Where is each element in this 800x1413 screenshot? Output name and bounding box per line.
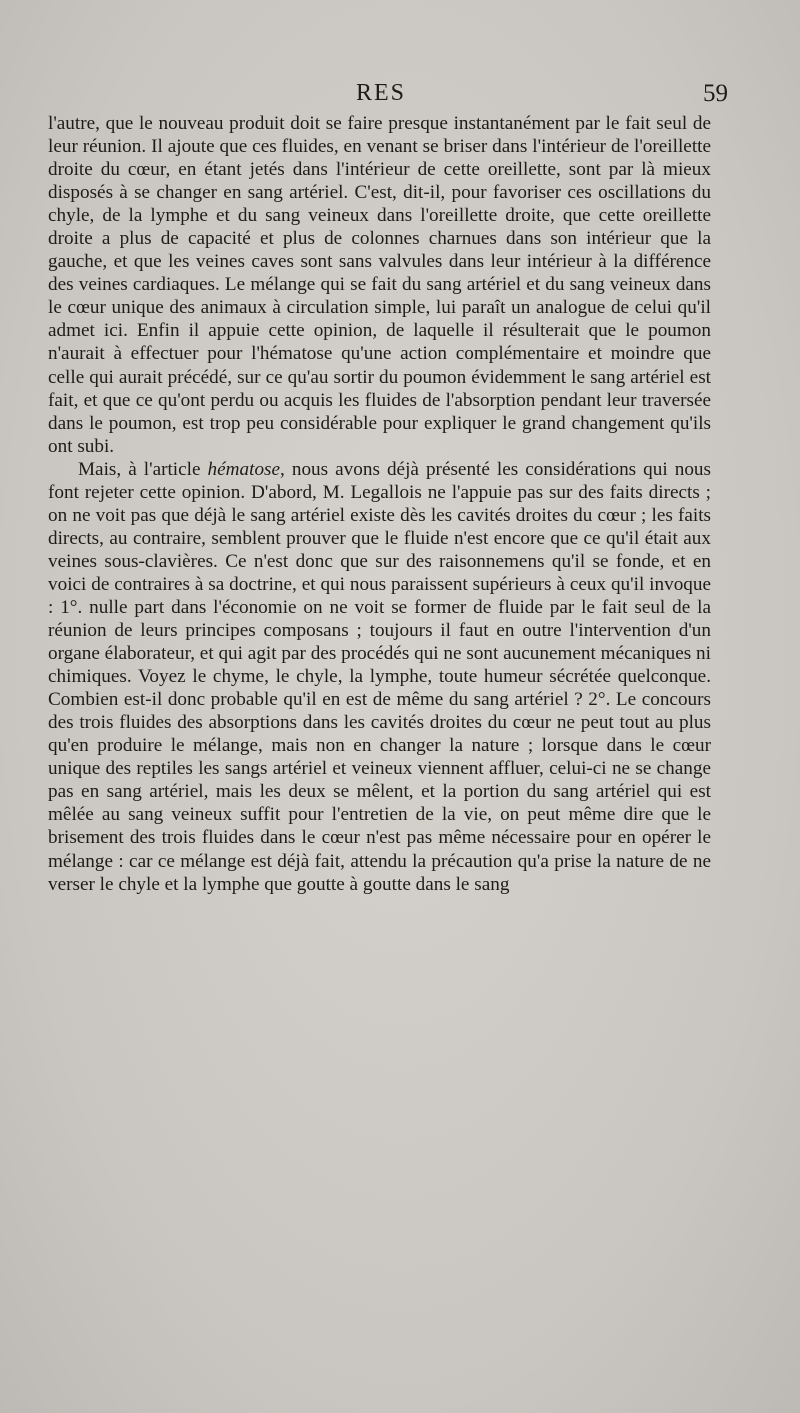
paragraph-continuation: l'autre, que le nouveau produit doit se faire presque instantanément par le fait seul de leur réunion. Il ajoute que ces fluides, en venant se briser dans l'intérieur de l'oreillette droite du cœur, en étant jetés dans l'intérieur de cette oreillette, sont par là mieux disposés à se changer en sang artériel. C'est, dit-il, pour favoriser ces oscillations du chyle, de la lymphe et du sang veineux dans l'oreillette droite, que cette oreillette droite a plus de capacité et plus de colonnes charnues dans son intérieur que la gauche, et que les veines caves sont sans valvules dans leur intérieur à la différence des veines cardiaques. Le mélange qui se fait du sang artériel et du sang veineux dans le cœur unique des animaux à circulation simple, lui paraît un analogue de celui qu'il admet ici. Enfin il appuie cette opinion, de laquelle il résulterait que le poumon n'aurait à effectuer pour l'hématose qu'une action complémentaire et moindre que celle qui aurait précédé, sur ce qu'au sortir du poumon évidemment le sang artériel est fait, et que ce qu'ont perdu ou acquis les fluides de l'absorption pendant leur traversée dans le poumon, est trop peu considérable pour expliquer le grand changement qu'ils ont subi. [48, 113, 711, 457]
running-head: RES [355, 80, 406, 106]
paragraph-text-rest: , nous avons déjà présenté les considérations qui nous font rejeter cette opinion. D'abord, M. Legallois ne l'appuie pas sur des faits directs ; on ne voit pas que déjà le sang artériel existe dès les cavités droites du cœur ; les faits directs, au contraire, semblent prouver que le fluide n'est encore que ce qu'il était aux veines sous-clavières. Ce n'est donc que sur des raisonnemens qu'il se fonde, et en voici de contraires à sa doctrine, et qui nous paraissent supérieurs à ceux qu'il invoque : 1°. nulle part dans l'économie on ne voit se former de fluide par le fait seul de la réunion de leurs principes composans ; toujours il faut en outre l'intervention d'un organe élaborateur, et qui agit par des procédés qui ne sont aucunement mécaniques ni chimiques. Voyez le chyme, le chyle, la lymphe, toute humeur sécrétée quelconque. Combien est-il donc probable qu'il en est de même du sang artériel ? 2°. Le concours des trois fluides des absorptions dans les cavités droites du cœur ne peut tout au plus qu'en produire le mélange, mais non en changer la nature ; lorsque dans le cœur unique des reptiles les sangs artériel et veineux viennent affluer, celui-ci ne se change pas en sang artériel, mais les deux se mêlent, et la portion du sang artériel qui est mêlée au sang veineux suffit pour l'entretien de la vie, on peut même dire que le brisement des trois fluides dans le cœur n'est pas même nécessaire pour en opérer le mélange : car ce mélange est déjà fait, attendu la précaution qu'a prise la nature de ne verser le chyle et la lymphe que goutte à goutte dans le sang [48, 458, 711, 895]
body-text [48, 112, 711, 896]
page-header [46, 80, 728, 114]
italic-term-hematose: hématose [207, 458, 281, 480]
paragraph-text-start: Mais, à l'article [78, 458, 208, 480]
paragraph-hematose [48, 458, 711, 896]
page-number: 59 [703, 80, 728, 107]
